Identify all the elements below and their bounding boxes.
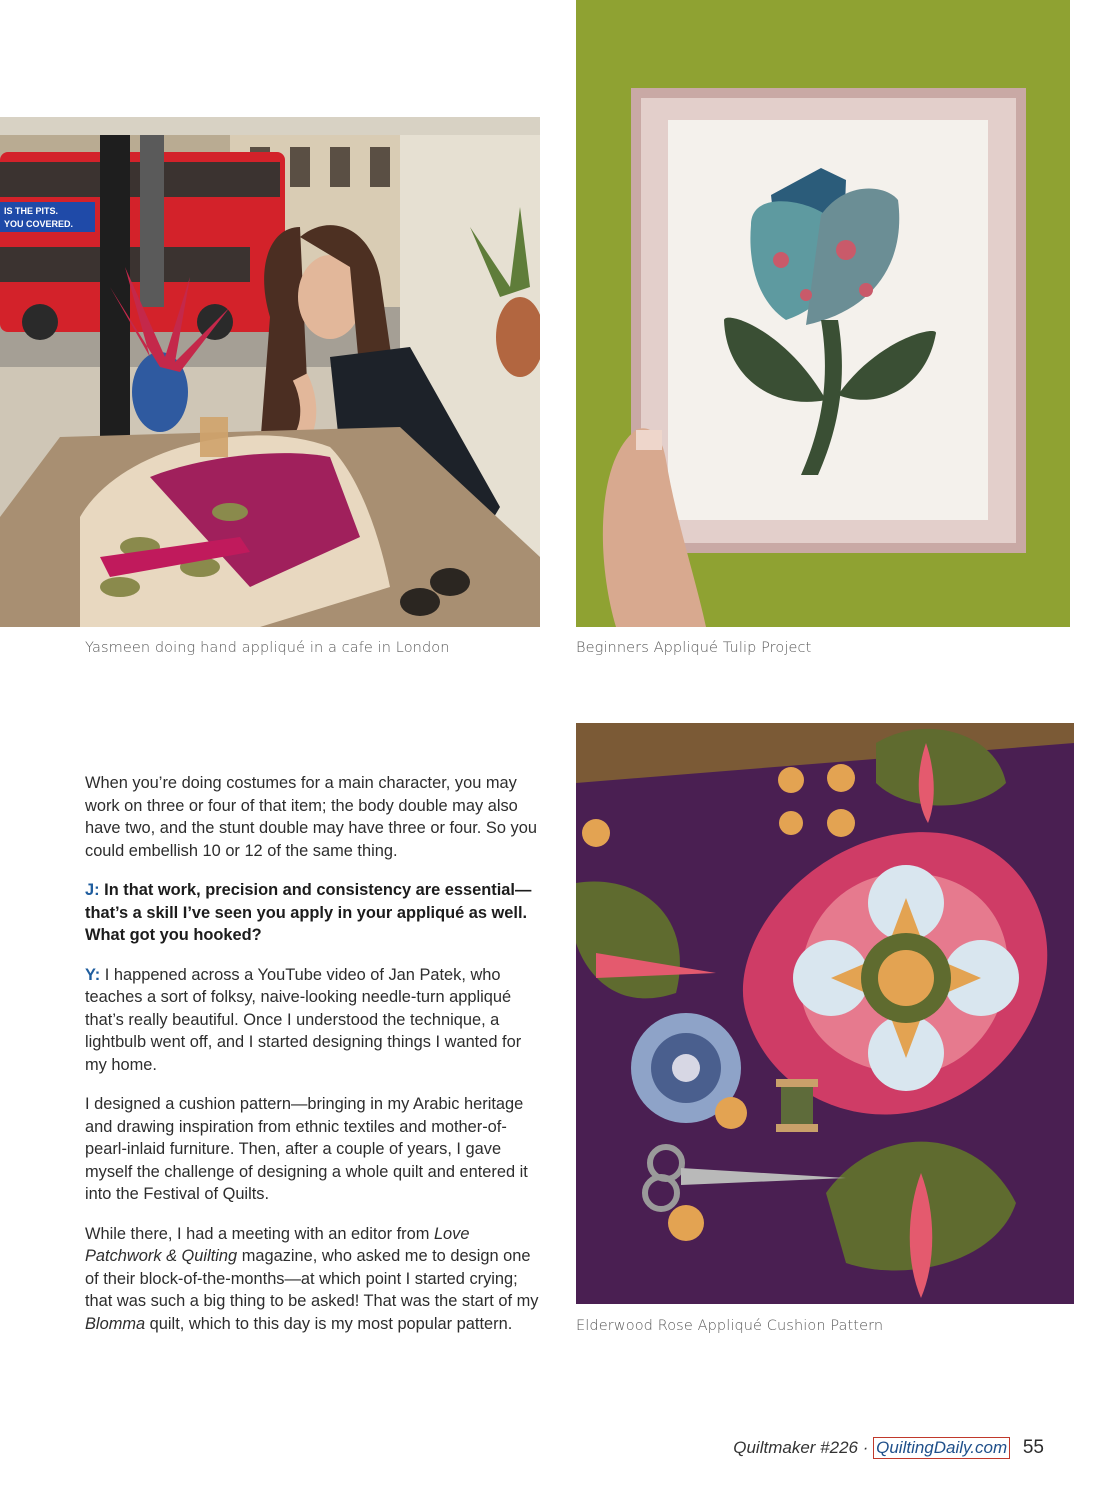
interview-answer <box>85 964 540 1077</box>
page-number: 55 <box>1022 1437 1044 1458</box>
answer-speaker: Y: <box>85 965 101 984</box>
question-speaker: J: <box>85 881 100 899</box>
interview-question <box>85 879 540 947</box>
paragraph-text: While there, I had a meeting with an editor from <box>85 1224 434 1243</box>
page-footer <box>733 1437 1044 1459</box>
article-body <box>85 772 540 1352</box>
paragraph-text: quilt, which to this day is my most popular pattern. <box>145 1314 513 1333</box>
bus-sign-line2: YOU COVERED. <box>4 219 74 229</box>
magazine-issue: Quiltmaker #226 · <box>733 1438 869 1457</box>
article-paragraph: I designed a cushion pattern—bringing in my Arabic heritage and drawing inspiration from ethnic textiles and mother-of-pearl-inlaid furniture. Then, after a couple of years, I gave myself the challenge of designing a whole quilt and entered it into the Festival of Quilts. <box>85 1095 528 1203</box>
paragraph-text: magazine, who asked me to design one of their block-of-the-months—at which point I started crying; that was such a big thing to be asked! That was the start of my <box>85 1247 539 1310</box>
article-paragraph: When you’re doing costumes for a main character, you may work on three or four of that item; the body double may also have two, and the stunt double may have three or four. So you could embellish 10 or 12 of the same thing. <box>85 774 537 860</box>
answer-text: I happened across a YouTube video of Jan Patek, who teaches a sort of folksy, naive-looking needle-turn appliqué that’s really beautiful. Once I understood the technique, a lightbulb went off, and I started designing things I wanted for my home. <box>85 965 522 1074</box>
cushion-photo <box>576 723 1074 1304</box>
question-text: In that work, precision and consistency are essential—that’s a skill I’ve seen you apply in your appliqué as well. What got you hooked? <box>85 881 532 944</box>
bus-sign-line1: IS THE PITS. <box>4 206 59 216</box>
cafe-photo <box>0 117 540 627</box>
cafe-caption: Yasmeen doing hand appliqué in a cafe in London <box>85 640 450 656</box>
website-link[interactable]: QuiltingDaily.com <box>873 1437 1010 1459</box>
tulip-caption: Beginners Appliqué Tulip Project <box>576 640 812 656</box>
magazine-title: Love Patchwork & Quilting <box>85 1224 470 1265</box>
article-paragraph <box>85 1223 540 1336</box>
tulip-photo <box>576 0 1070 627</box>
quilt-title: Blomma <box>85 1314 146 1333</box>
cushion-caption: Elderwood Rose Appliqué Cushion Pattern <box>576 1318 884 1334</box>
